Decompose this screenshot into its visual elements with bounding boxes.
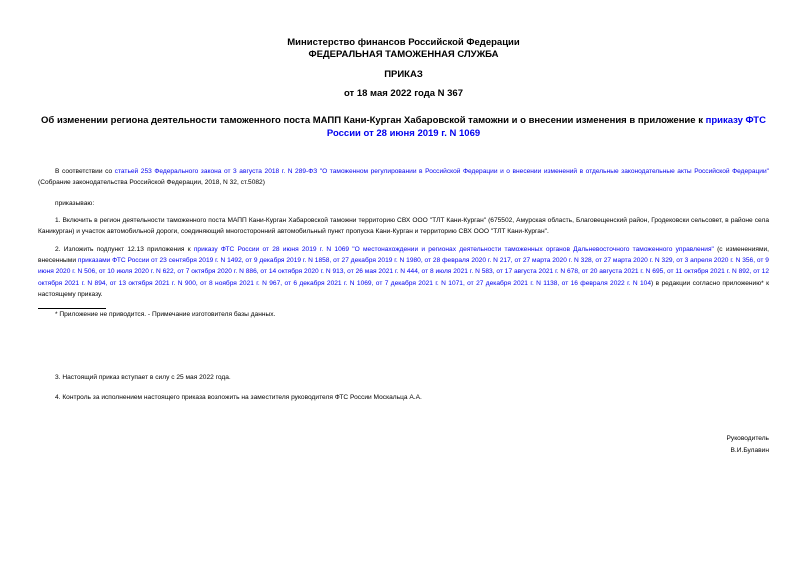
doc-date-number: от 18 мая 2022 года N 367 xyxy=(343,88,464,99)
service-name: ФЕДЕРАЛЬНАЯ ТАМОЖЕННАЯ СЛУЖБА xyxy=(308,49,499,60)
title-text: Об изменении региона деятельности таможенного поста МАПП Кани-Курган Хабаровской таможни и о внесении изменения в приложение к xyxy=(41,115,706,126)
item-2 xyxy=(38,244,769,300)
preamble-paragraph xyxy=(38,166,769,188)
item-4: 4. Контроль за исполнением настоящего приказа возложить на заместителя руководителя ФТС России Москальца А.А. xyxy=(55,394,422,401)
item-3: 3. Настоящий приказ вступает в силу с 25 мая 2022 года. xyxy=(55,374,231,381)
footnote: * Приложение не приводится. - Примечание изготовителя базы данных. xyxy=(55,311,276,318)
order-word: приказываю: xyxy=(55,200,95,207)
signature-position: Руководитель xyxy=(726,435,769,442)
doc-type: ПРИКАЗ xyxy=(384,69,423,80)
signature-name: В.И.Булавин xyxy=(730,447,769,454)
ministry-name: Министерство финансов Российской Федерации xyxy=(287,37,520,48)
item-1: 1. Включить в регион деятельности таможенного поста МАПП Кани-Курган Хабаровской таможни территорию СВХ ООО "ТЛТ Кани-Курган" (675502, Амурская область, Благовещенский район, Гродековски сельсовет, в районе села Каникурган) и участок автомобильной дороги, соединяющий многосторонний автомобильный пункт пропуска Кани-Курган и территорию СВХ ООО "ТЛТ Кани-Курган". xyxy=(38,217,769,236)
item-2-post: ) в редакции согласно приложению* к настоящему приказу. xyxy=(38,279,769,298)
order-1069-link[interactable]: приказу ФТС России от 28 июня 2019 г. N 1069 "О местонахождении и регионах деятельности таможенных органов Дальневосточного таможенного управления" xyxy=(193,246,714,253)
amendment-orders-link[interactable]: приказами ФТС России от 23 сентября 2019 г. N 1492, от 9 декабря 2019 г. N 1858, от 27 декабря 2019 г. N 1980, от 28 февраля 2020 г. N 217, от 27 марта 2020 г. N 328, от 27 марта 2020 г. N 329, от 3 апреля 2020 г. N 356, от 9 июня 2020 г. N 506, от 10 июля 2020 г. N 622, от 7 октября 2020 г. N 886, от 14 октября 2020 г. N 913, от 26 мая 2021 г. N 444, от 8 июля 2021 г. N 583, от 17 августа 2021 г. N 678, от 20 августа 2021 г. N 695, от 11 октября 2021 г. N 892, от 12 октября 2021 г. N 894, от 13 октября 2021 г. N 900, от 8 ноября 2021 г. N 967, от 6 декабря 2021 г. N 1069, от 7 декабря 2021 г. N 1071, от 27 декабря 2021 г. N 1138, от 16 февраля 2022 г. N 104 xyxy=(38,257,769,287)
item-2-pre: 2. Изложить подпункт 12.13 приложения к xyxy=(55,246,194,253)
document-title xyxy=(30,115,777,140)
preamble-pre: В соответствии со xyxy=(55,168,115,175)
law-link[interactable]: статьей 253 Федерального закона от 3 августа 2018 г. N 289-ФЗ "О таможенном регулировании в Российской Федерации и о внесении изменений в отдельные законодательные акты Российской Федерации" xyxy=(114,168,769,175)
preamble-post: (Собрание законодательства Российской Федерации, 2018, N 32, ст.5082) xyxy=(38,179,265,187)
title-link[interactable]: приказу ФТС России от 28 июня 2019 г. N 1069 xyxy=(326,115,766,139)
item-2-mid: (с изменениями, внесенными xyxy=(38,246,769,265)
